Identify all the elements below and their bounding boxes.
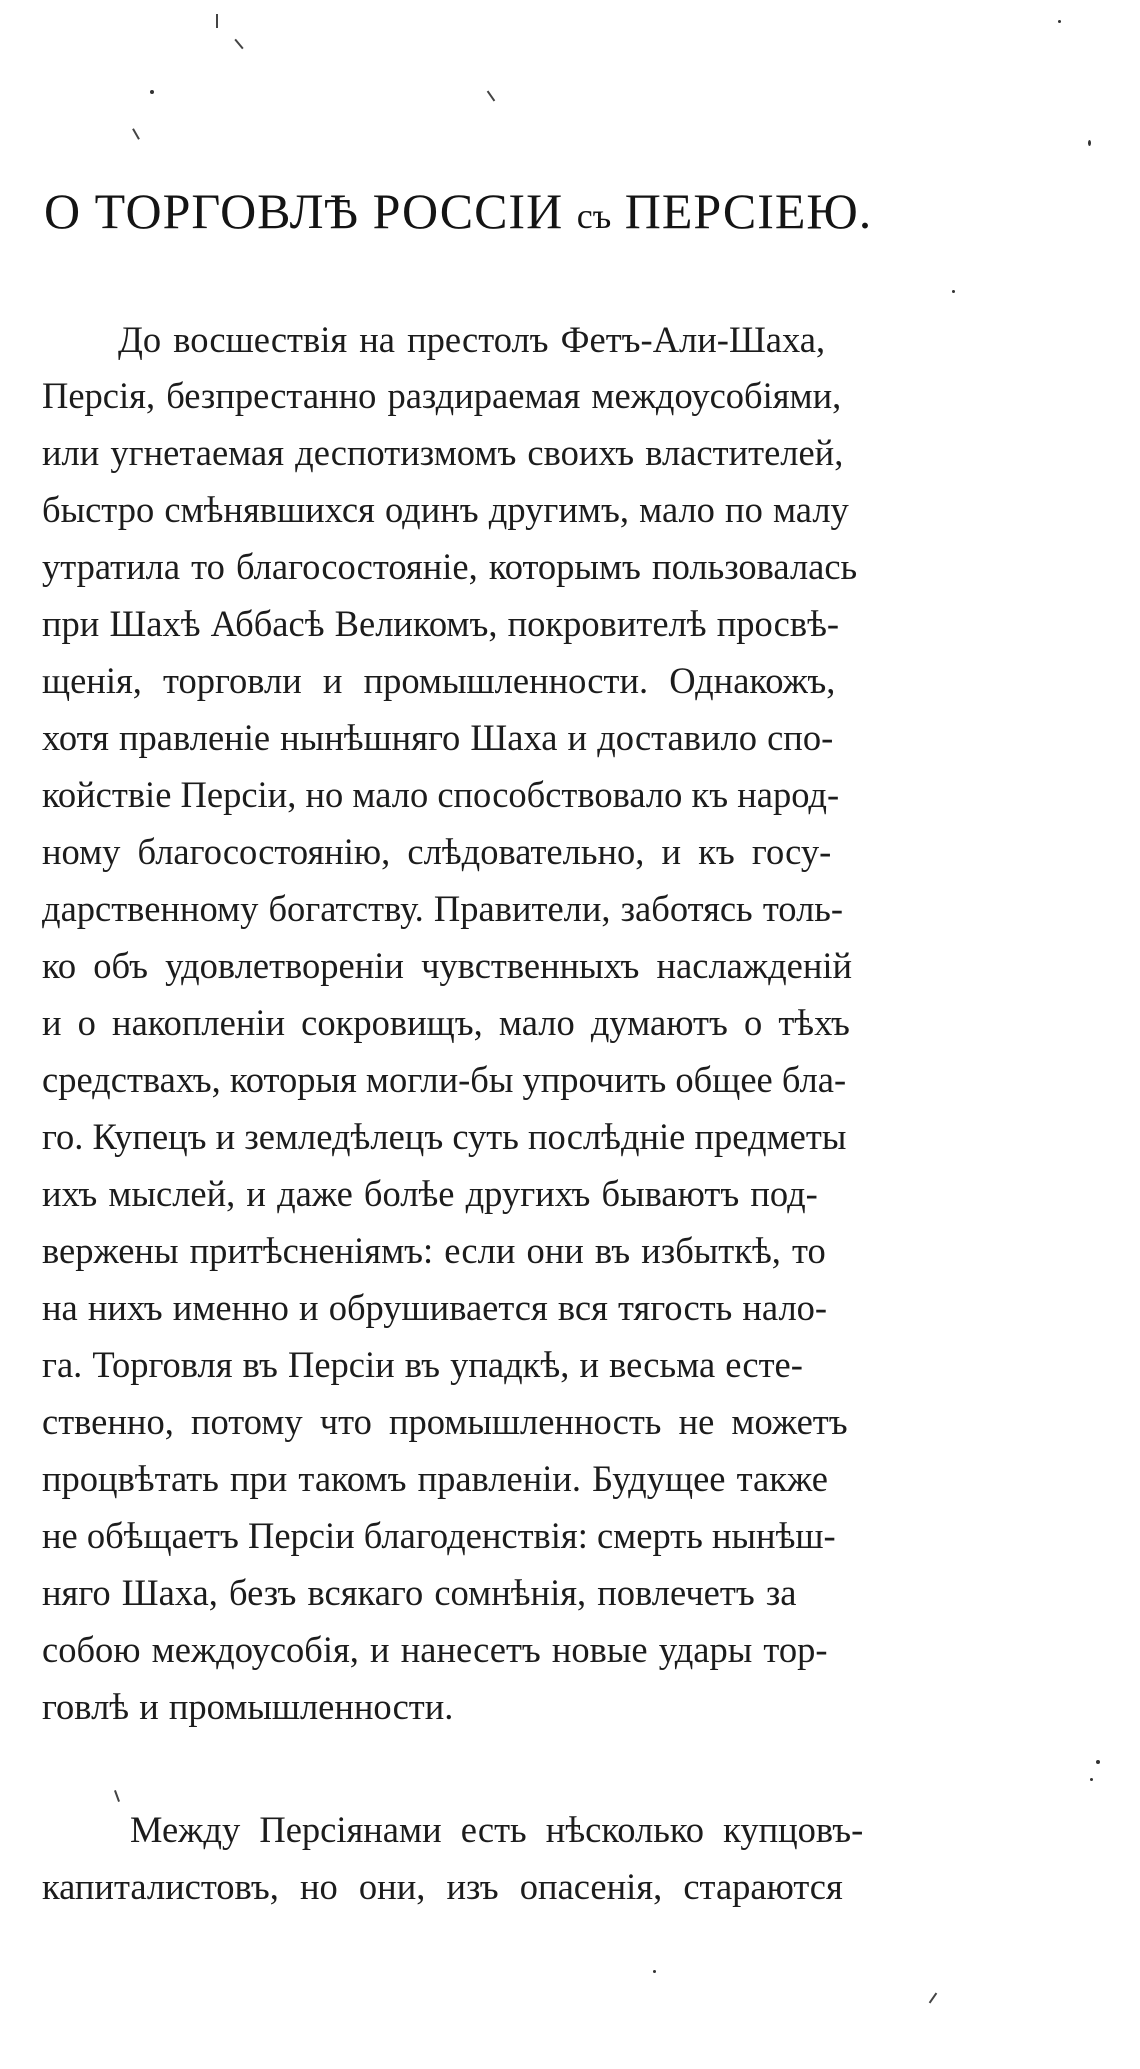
text-line: вержены притѣсненіямъ: если они въ избыткѣ, то (42, 1230, 826, 1271)
scan-mark (929, 1993, 938, 2004)
text-line: и о накопленіи сокровищъ, мало думаютъ о тѣхъ (42, 1002, 850, 1043)
text-line: не обѣщаетъ Персіи благоденствія: смерть нынѣш- (42, 1515, 836, 1556)
scan-speck (952, 290, 955, 293)
scan-mark (216, 14, 218, 28)
text-line: щенія, торговли и промышленности. Однакожъ, (42, 660, 836, 701)
text-line: ко объ удовлетвореніи чувственныхъ наслажденій (42, 945, 853, 986)
scan-speck (1088, 140, 1091, 146)
text-line: говлѣ и промышленности. (42, 1686, 454, 1727)
scan-speck (1090, 1778, 1093, 1781)
scan-speck (150, 90, 154, 94)
text-line: капиталистовъ, но они, изъ опасенія, стараются (42, 1866, 843, 1907)
text-line: дарственному богатству. Правители, заботясь толь- (42, 888, 844, 929)
text-line: утратила то благосостояніе, которымъ пользовалась (42, 546, 858, 587)
scan-speck (1096, 1760, 1100, 1764)
text-line: быстро смѣнявшихся одинъ другимъ, мало по малу (42, 489, 849, 530)
title-connector: съ (576, 196, 612, 236)
text-line: при Шахѣ Аббасѣ Великомъ, покровителѣ просвѣ- (42, 603, 840, 644)
text-line: койствіе Персіи, но мало способствовало къ народ- (42, 774, 840, 815)
text-line: ихъ мыслей, и даже болѣе другихъ бываютъ под- (42, 1173, 818, 1214)
text-line: До восшествія на престолъ Фетъ-Али-Шаха, (118, 319, 826, 360)
text-line: Между Персіянами есть нѣсколько купцовъ- (130, 1809, 864, 1850)
text-line: собою междоусобія, и нанесетъ новые удары тор- (42, 1629, 828, 1670)
scan-mark (114, 1790, 120, 1802)
scan-mark (234, 39, 243, 49)
title-main-after: ПЕРСІЕЮ. (611, 183, 873, 239)
text-line: или угнетаемая деспотизмомъ своихъ властителей, (42, 432, 844, 473)
text-line: процвѣтать при такомъ правленіи. Будущее также (42, 1458, 828, 1499)
page-title (44, 178, 1044, 249)
text-line: га. Торговля въ Персіи въ упадкѣ, и весьма есте- (42, 1344, 803, 1385)
scan-speck (653, 1970, 656, 1973)
text-line: ному благосостоянію, слѣдовательно, и къ госу- (42, 831, 832, 872)
text-line: хотя правленіе нынѣшняго Шаха и доставило спо- (42, 717, 834, 758)
title-main-before: О ТОРГОВЛѢ РОССІИ (44, 183, 577, 239)
text-line: Персія, безпрестанно раздираемая междоусобіями, (42, 375, 842, 416)
text-line: няго Шаха, безъ всякаго сомнѣнія, повлечетъ за (42, 1572, 797, 1613)
text-line: ственно, потому что промышленность не можетъ (42, 1401, 848, 1442)
text-line: средствахъ, которыя могли-бы упрочить общее бла- (42, 1059, 847, 1100)
text-line: на нихъ именно и обрушивается вся тягость нало- (42, 1287, 828, 1328)
scan-speck (1058, 20, 1061, 23)
scan-mark (132, 128, 140, 139)
text-line: го. Купецъ и земледѣлецъ суть послѣдніе предметы (42, 1116, 847, 1157)
scan-mark (487, 91, 496, 102)
